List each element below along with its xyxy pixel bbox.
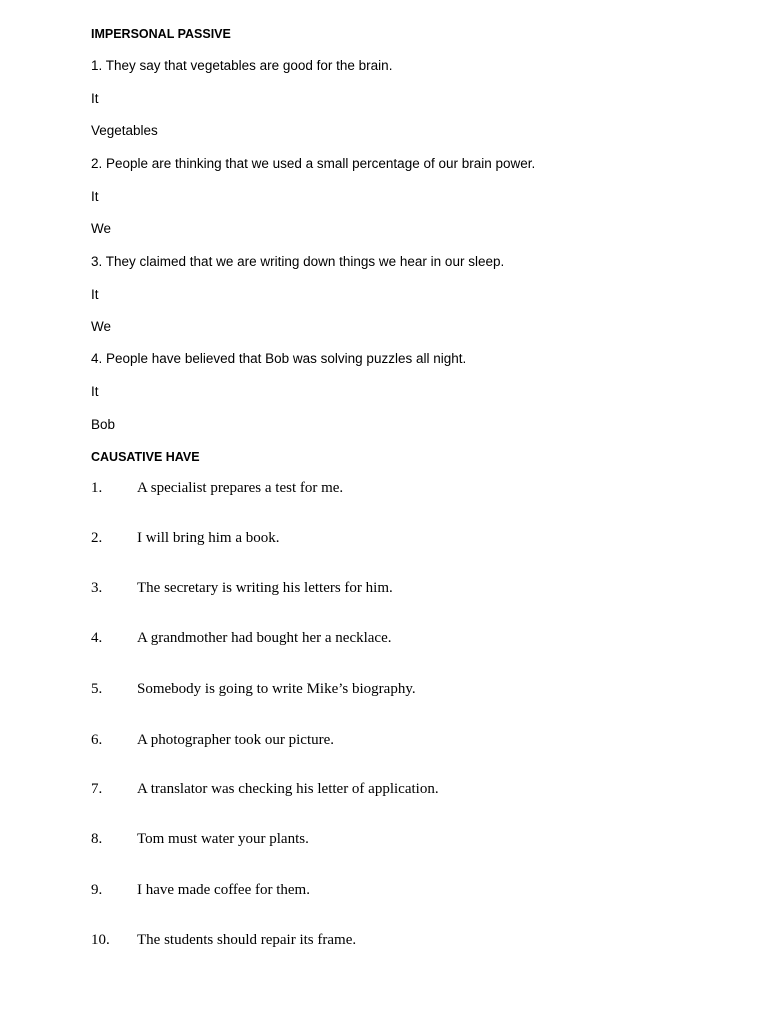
exercise-prompt: We	[91, 221, 112, 236]
list-item-number: 1.	[91, 480, 103, 496]
exercise-sentence: 1. They say that vegetables are good for the brain.	[91, 58, 393, 73]
list-item	[91, 680, 416, 698]
list-item-text: I have made coffee for them.	[137, 882, 310, 898]
list-item-text: A grandmother had bought her a necklace.	[137, 630, 392, 646]
list-item-number: 8.	[91, 831, 103, 847]
list-item	[91, 830, 309, 848]
list-item-text: A specialist prepares a test for me.	[137, 480, 344, 496]
list-item-number: 10.	[91, 932, 110, 948]
list-item-text: The students should repair its frame.	[137, 932, 357, 948]
exercise-sentence: 3. They claimed that we are writing down things we hear in our sleep.	[91, 254, 505, 269]
list-item	[91, 579, 393, 597]
list-item-number: 6.	[91, 732, 103, 748]
list-item-text: A photographer took our picture.	[137, 732, 335, 748]
list-item-number: 2.	[91, 530, 103, 546]
list-item-text: I will bring him a book.	[137, 530, 280, 546]
list-item-number: 5.	[91, 681, 103, 697]
list-item-number: 3.	[91, 580, 103, 596]
exercise-sentence: 4. People have believed that Bob was solving puzzles all night.	[91, 351, 467, 366]
exercise-prompt: It	[91, 189, 99, 204]
section-heading-causative-have: CAUSATIVE HAVE	[91, 450, 200, 464]
list-item-number: 7.	[91, 781, 103, 797]
list-item	[91, 731, 334, 749]
exercise-prompt: It	[91, 384, 99, 399]
list-item-number: 4.	[91, 630, 103, 646]
list-item	[91, 629, 392, 647]
exercise-prompt: Vegetables	[91, 123, 158, 138]
list-item-text: Tom must water your plants.	[137, 831, 309, 847]
list-item	[91, 529, 280, 547]
exercise-sentence: 2. People are thinking that we used a small percentage of our brain power.	[91, 156, 536, 171]
list-item	[91, 881, 310, 899]
list-item	[91, 931, 356, 949]
exercise-prompt: We	[91, 319, 112, 334]
list-item-number: 9.	[91, 882, 103, 898]
list-item-text: Somebody is going to write Mike’s biography.	[137, 681, 416, 697]
exercise-prompt: It	[91, 91, 99, 106]
list-item-text: The secretary is writing his letters for him.	[137, 580, 393, 596]
section-heading-impersonal-passive: IMPERSONAL PASSIVE	[91, 27, 231, 41]
exercise-prompt: It	[91, 287, 99, 302]
list-item-text: A translator was checking his letter of application.	[137, 781, 439, 797]
list-item	[91, 780, 439, 798]
list-item	[91, 479, 343, 497]
exercise-prompt: Bob	[91, 417, 116, 432]
